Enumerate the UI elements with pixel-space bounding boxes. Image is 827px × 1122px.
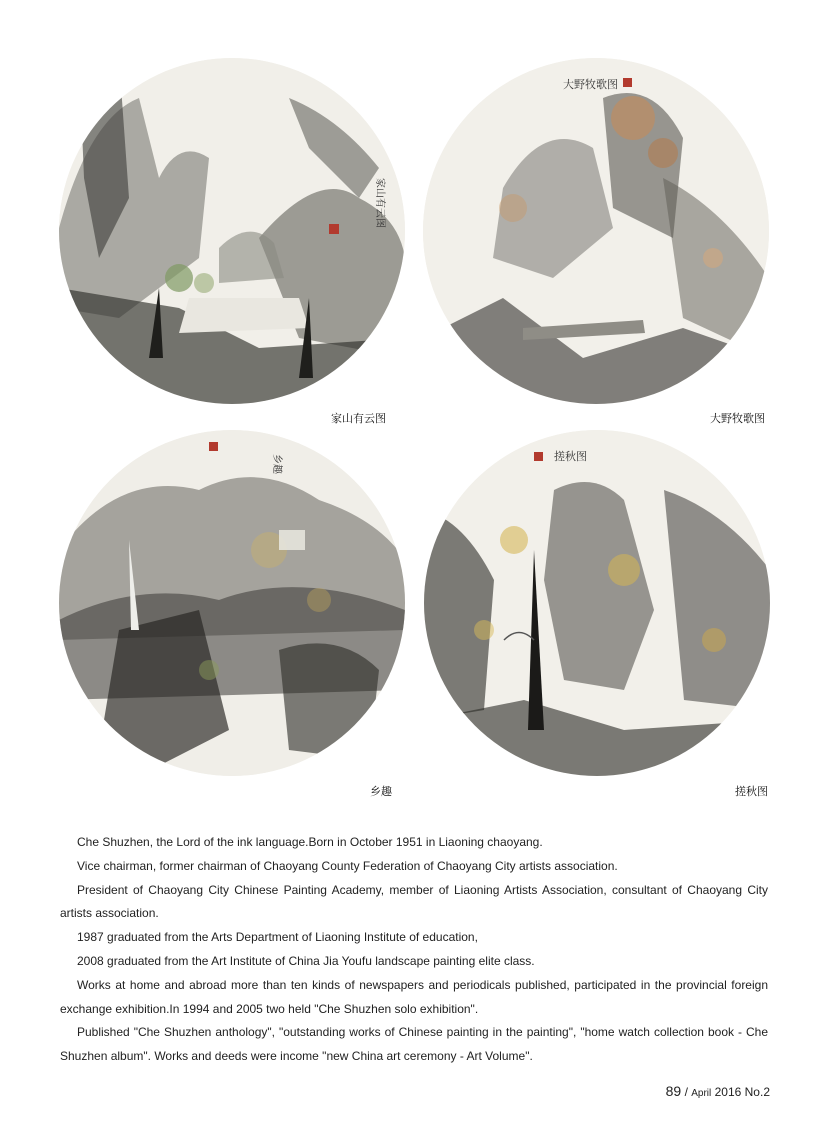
landscape-painting-4 (424, 430, 770, 776)
artist-biography (60, 831, 768, 1069)
svg-text:乡趣: 乡趣 (271, 454, 282, 474)
landscape-painting-1 (59, 58, 405, 404)
landscape-painting-2 (423, 58, 769, 404)
landscape-painting-3 (59, 430, 405, 776)
bio-paragraph: Published "Che Shuzhen anthology", "outstanding works of Chinese painting in the painting", "home watch collection book - Che Shuzhen album". Works and deeds were income "new China art ceremony - Art Volume". (60, 1025, 768, 1064)
bio-paragraph: 2008 graduated from the Art Institute of China Jia Youfu landscape painting elite class. (77, 953, 535, 968)
issue-month: April (691, 1088, 712, 1099)
bio-paragraph: Works at home and abroad more than ten kinds of newspapers and periodicals published, participated in the provincial foreign exchange exhibition.In 1994 and 2005 two held "Che Shuzhen solo exhibition". (60, 977, 768, 1016)
bio-paragraph: 1987 graduated from the Arts Department of Liaoning Institute of education, (77, 930, 478, 945)
painting-4 (424, 430, 770, 776)
page-folio (666, 1083, 770, 1099)
painting-3 (59, 430, 405, 776)
painting-4-caption: 搓秋图 (735, 785, 768, 798)
issue-number: 2016 No.2 (714, 1085, 770, 1099)
painting-1 (59, 58, 405, 404)
painting-1-caption: 家山有云图 (331, 412, 386, 425)
folio-separator: / (684, 1085, 688, 1099)
page-number: 89 (665, 1083, 682, 1099)
svg-text:搓秋图: 搓秋图 (554, 450, 587, 463)
svg-text:大野牧歌图: 大野牧歌图 (563, 78, 618, 91)
painting-2-caption: 大野牧歌图 (710, 412, 765, 425)
bio-paragraph: President of Chaoyang City Chinese Painting Academy, member of Liaoning Artists Association, consultant of Chaoyang City artists association. (60, 882, 768, 921)
bio-paragraph: Vice chairman, former chairman of Chaoyang County Federation of Chaoyang City artists association. (77, 858, 618, 873)
painting-2 (423, 58, 769, 404)
painting-3-caption: 乡趣 (370, 785, 392, 798)
bio-paragraph: Che Shuzhen, the Lord of the ink language.Born in October 1951 in Liaoning chaoyang. (77, 835, 543, 849)
svg-text:家山有云图: 家山有云图 (374, 178, 385, 228)
